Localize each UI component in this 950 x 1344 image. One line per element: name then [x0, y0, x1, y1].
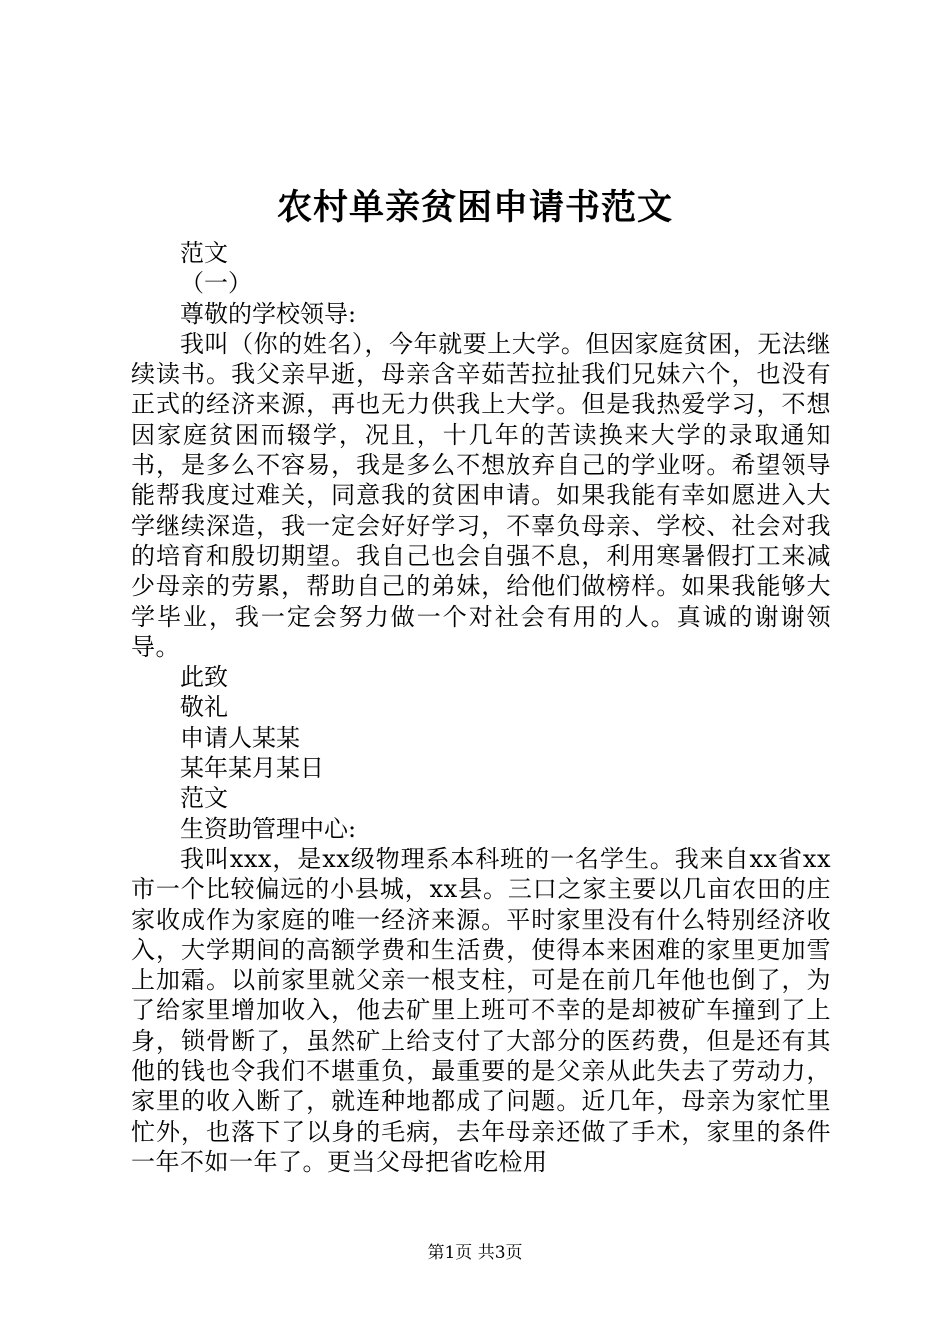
salutation-2: 生资助管理中心: — [180, 814, 357, 843]
paragraph-2: 我叫xxx，是xx级物理系本科班的一名学生。我来自xx省xx市一个比较偏远的小县城，xx县。三口之家主要以几亩农田的庄家收成作为家庭的唯一经济来源。平时家里没有什么特别经济收入，大学期间的高额学费和生活费，使得本来困难的家里更加雪上加霜。以前家里就父亲一根支柱，可是在前几年他也倒了，为了给家里增加收入，他去矿里上班可不幸的是却被矿车撞到了上身，锁骨断了，虽然矿上给支付了大部分的医药费，但是还有其他的钱也令我们不堪重负，最重要的是父亲从此失去了劳动力，家里的收入断了，就连种地都成了问题。近几年，母亲为家忙里忙外，也落下了以身的毛病，去年母亲还做了手术，家里的条件一年不如一年了。更当父母把省吃检用 — [131, 844, 831, 1176]
closing-cizhi: 此致 — [180, 663, 228, 692]
salutation: 尊敬的学校领导: — [180, 299, 357, 328]
date-line: 某年某月某日 — [180, 754, 324, 783]
document-title: 农村单亲贫困申请书范文 — [276, 187, 673, 228]
closing-jingli: 敬礼 — [180, 693, 228, 722]
applicant-signature: 申请人某某 — [180, 723, 300, 752]
heading-fanwen-1: 范文 — [180, 239, 228, 267]
section-number: （一） — [180, 269, 252, 298]
paragraph-1: 我叫（你的姓名），今年就要上大学。但因家庭贫困，无法继续读书。我父亲早逝，母亲含辛茹苦拉扯我们兄妹六个，也没有正式的经济来源，再也无力供我上大学。但是我热爱学习，不想因家庭贫困而辍学，况且，十几年的苦读换来大学的录取通知书，是多么不容易，我是多么不想放弃自己的学业呀。希望领导能帮我度过难关，同意我的贫困申请。如果我能有幸如愿进入大学继续深造，我一定会好好学习，不辜负母亲、学校、社会对我的培育和殷切期望。我自己也会自强不息，利用寒暑假打工来减少母亲的劳累，帮助自己的弟妹，给他们做榜样。如果我能够大学毕业，我一定会努力做一个对社会有用的人。真诚的谢谢领导。 — [131, 329, 831, 661]
heading-fanwen-2: 范文 — [180, 784, 228, 813]
document-body — [131, 238, 831, 1177]
page-number-footer: 第1页 共3页 — [427, 1243, 523, 1263]
